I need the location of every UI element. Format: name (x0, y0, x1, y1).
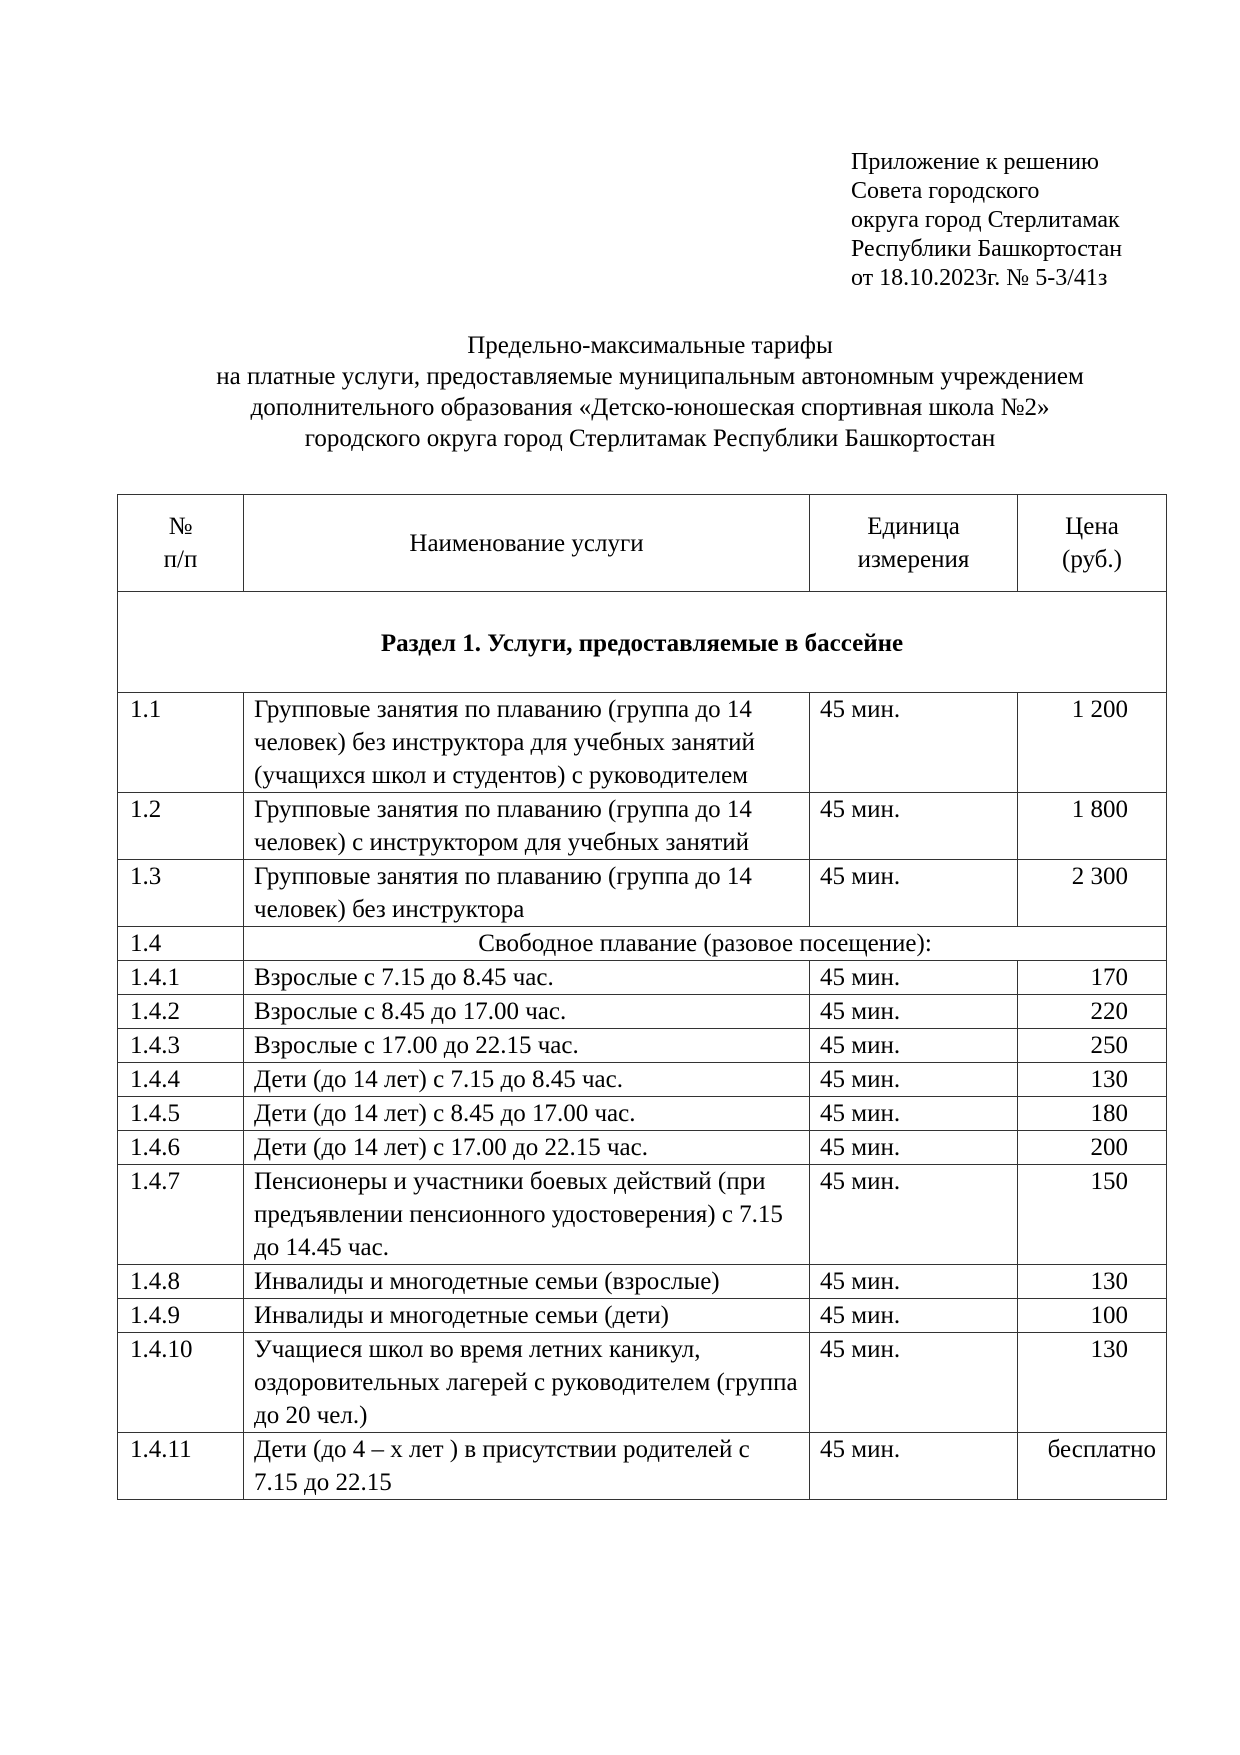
table-header-row (118, 495, 1167, 592)
row-number: 1.2 (118, 793, 244, 860)
header-unit-line2: измерения (857, 546, 970, 573)
appendix-line: округа город Стерлитамак (851, 207, 1120, 233)
table-row (118, 1097, 1167, 1131)
table-row (118, 1063, 1167, 1097)
row-price: 220 (1018, 995, 1167, 1029)
row-number: 1.4.7 (118, 1165, 244, 1265)
header-unit (810, 495, 1018, 592)
row-service-name: Взрослые с 7.15 до 8.45 час. (244, 961, 810, 995)
row-unit: 45 мин. (810, 793, 1018, 860)
header-number (118, 495, 244, 592)
row-unit: 45 мин. (810, 995, 1018, 1029)
table-row (118, 1333, 1167, 1433)
row-price: 250 (1018, 1029, 1167, 1063)
appendix-block (851, 148, 1211, 293)
section-row (118, 592, 1167, 693)
table-row (118, 1029, 1167, 1063)
row-price: 100 (1018, 1299, 1167, 1333)
table-body (118, 592, 1167, 1500)
row-service-name: Свободное плавание (разовое посещение): (244, 927, 1167, 961)
row-service-name: Инвалиды и многодетные семьи (дети) (244, 1299, 810, 1333)
section-heading: Раздел 1. Услуги, предоставляемые в бассейне (118, 592, 1167, 693)
row-service-name: Взрослые с 8.45 до 17.00 час. (244, 995, 810, 1029)
table-row (118, 860, 1167, 927)
row-service-name: Взрослые с 17.00 до 22.15 час. (244, 1029, 810, 1063)
row-service-name: Групповые занятия по плаванию (группа до 14 человек) без инструктора (244, 860, 810, 927)
title-line: на платные услуги, предоставляемые муниципальным автономным учреждением (216, 363, 1084, 390)
appendix-line: Совета городского (851, 178, 1040, 204)
row-price: бесплатно (1018, 1433, 1167, 1500)
title-line: дополнительного образования «Детско-юношеская спортивная школа №2» (250, 394, 1050, 421)
table-row (118, 793, 1167, 860)
row-unit: 45 мин. (810, 1165, 1018, 1265)
row-unit: 45 мин. (810, 1131, 1018, 1165)
row-service-name: Дети (до 14 лет) с 8.45 до 17.00 час. (244, 1097, 810, 1131)
appendix-date-line: от 18.10.2023г. № 5-3/41з (851, 265, 1108, 291)
table-row (118, 995, 1167, 1029)
row-price: 170 (1018, 961, 1167, 995)
row-price: 180 (1018, 1097, 1167, 1131)
row-price: 130 (1018, 1333, 1167, 1433)
row-price: 150 (1018, 1165, 1167, 1265)
row-number: 1.4.9 (118, 1299, 244, 1333)
row-number: 1.3 (118, 860, 244, 927)
row-service-name: Дети (до 4 – х лет ) в присутствии родителей с 7.15 до 22.15 (244, 1433, 810, 1500)
row-unit: 45 мин. (810, 1299, 1018, 1333)
row-service-name: Групповые занятия по плаванию (группа до 14 человек) с инструктором для учебных занятий (244, 793, 810, 860)
row-number: 1.4.8 (118, 1265, 244, 1299)
row-price: 200 (1018, 1131, 1167, 1165)
row-number: 1.4.1 (118, 961, 244, 995)
row-number: 1.4.10 (118, 1333, 244, 1433)
title-line: городского округа город Стерлитамак Республики Башкортостан (304, 425, 996, 452)
row-number: 1.4.4 (118, 1063, 244, 1097)
row-unit: 45 мин. (810, 1433, 1018, 1500)
row-price: 1 800 (1018, 793, 1167, 860)
row-price: 2 300 (1018, 860, 1167, 927)
row-number: 1.4.3 (118, 1029, 244, 1063)
title-line: Предельно-максимальные тарифы (467, 332, 833, 359)
row-number: 1.4 (118, 927, 244, 961)
document-title (120, 330, 1180, 454)
row-price: 1 200 (1018, 693, 1167, 793)
table-row (118, 1265, 1167, 1299)
row-number: 1.4.2 (118, 995, 244, 1029)
row-price: 130 (1018, 1063, 1167, 1097)
header-price (1018, 495, 1167, 592)
row-service-name: Учащиеся школ во время летних каникул, оздоровительных лагерей с руководителем (группа до 20 чел.) (244, 1333, 810, 1433)
row-unit: 45 мин. (810, 1333, 1018, 1433)
header-price-line1: Цена (1065, 513, 1119, 540)
row-service-name: Групповые занятия по плаванию (группа до 14 человек) без инструктора для учебных занятий (учащихся школ и студентов) с руководителем (244, 693, 810, 793)
header-number-line1: № (168, 513, 193, 540)
appendix-line: Приложение к решению (851, 149, 1099, 175)
row-unit: 45 мин. (810, 860, 1018, 927)
header-unit-line1: Единица (867, 513, 960, 540)
row-number: 1.4.5 (118, 1097, 244, 1131)
table-row (118, 1131, 1167, 1165)
row-service-name: Инвалиды и многодетные семьи (взрослые) (244, 1265, 810, 1299)
row-unit: 45 мин. (810, 1265, 1018, 1299)
header-number-line2: п/п (163, 546, 198, 573)
table-row (118, 1433, 1167, 1500)
table-row (118, 1165, 1167, 1265)
row-unit: 45 мин. (810, 1029, 1018, 1063)
row-service-name: Пенсионеры и участники боевых действий (при предъявлении пенсионного удостоверения) с 7.15 до 14.45 час. (244, 1165, 810, 1265)
row-unit: 45 мин. (810, 1097, 1018, 1131)
row-unit: 45 мин. (810, 1063, 1018, 1097)
header-price-line2: (руб.) (1062, 546, 1122, 573)
row-unit: 45 мин. (810, 693, 1018, 793)
row-unit: 45 мин. (810, 961, 1018, 995)
table-row (118, 693, 1167, 793)
row-number: 1.4.11 (118, 1433, 244, 1500)
row-price: 130 (1018, 1265, 1167, 1299)
header-service-name: Наименование услуги (244, 495, 810, 592)
table-row (118, 961, 1167, 995)
appendix-line: Республики Башкортостан (851, 236, 1123, 262)
table-row (118, 1299, 1167, 1333)
row-service-name: Дети (до 14 лет) с 7.15 до 8.45 час. (244, 1063, 810, 1097)
tariff-table (117, 494, 1167, 1500)
row-number: 1.1 (118, 693, 244, 793)
row-service-name: Дети (до 14 лет) с 17.00 до 22.15 час. (244, 1131, 810, 1165)
row-number: 1.4.6 (118, 1131, 244, 1165)
table-row (118, 927, 1167, 961)
